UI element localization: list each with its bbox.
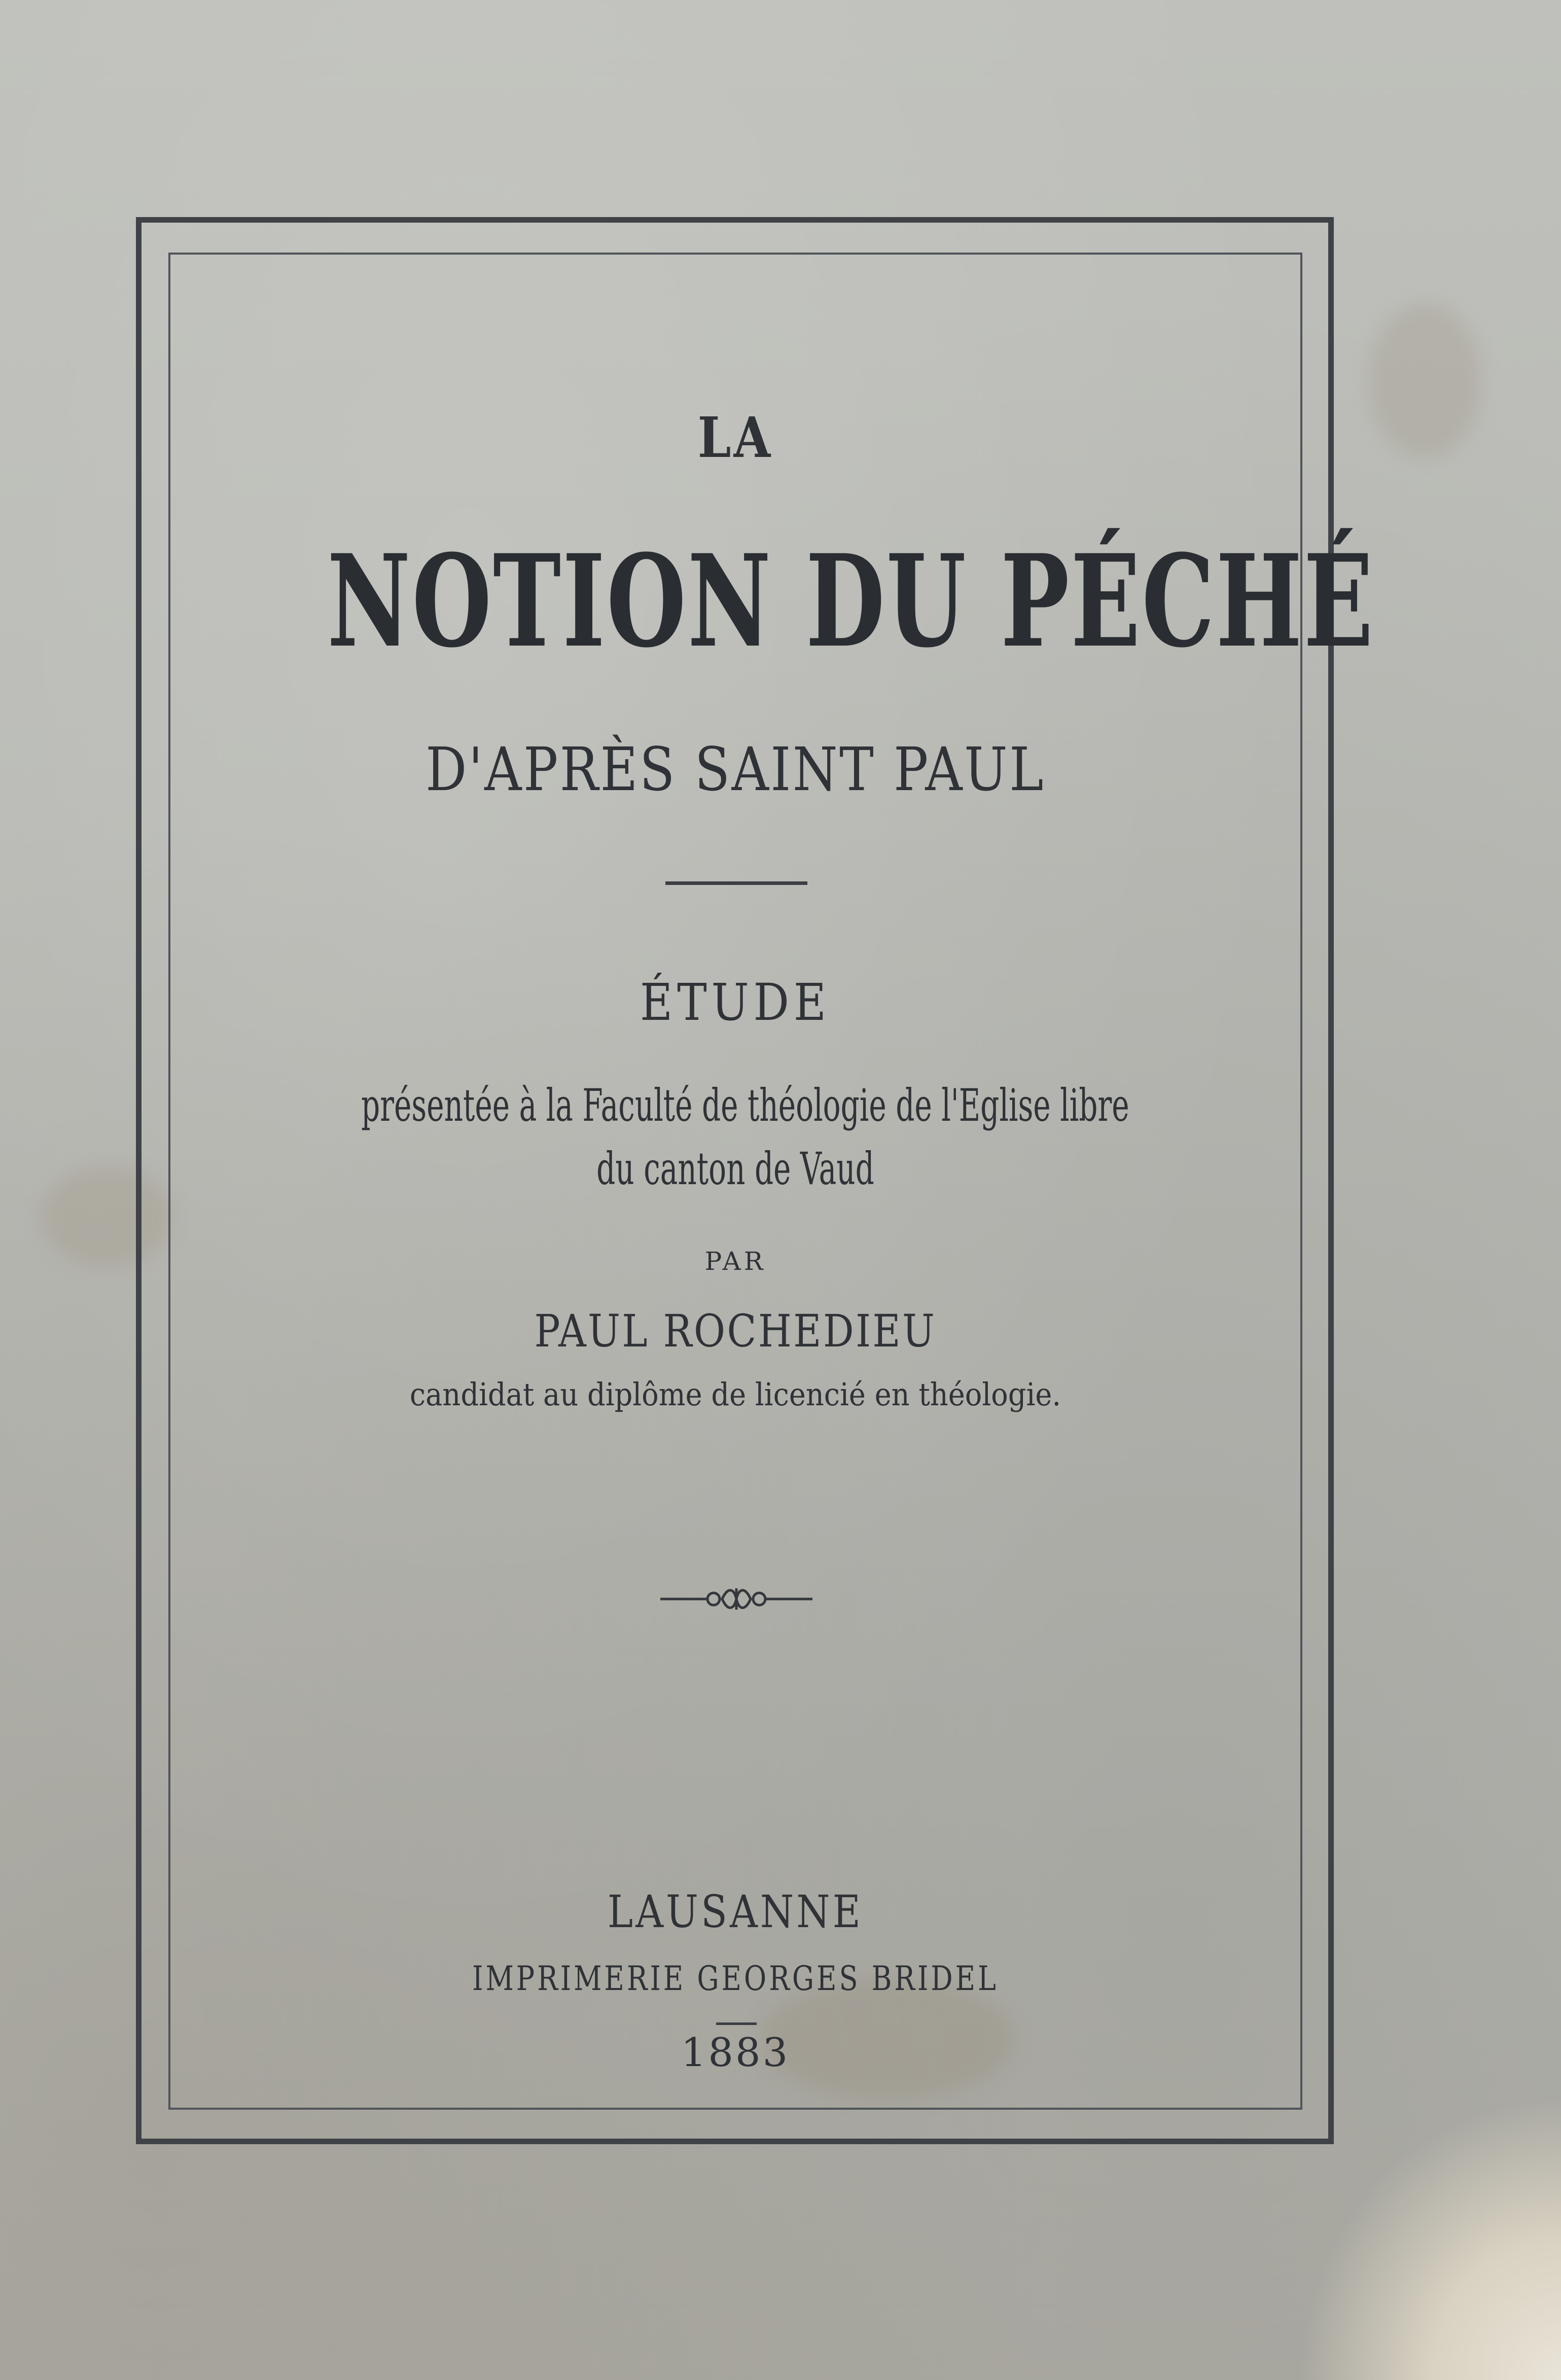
publication-year: 1883 [681, 2030, 790, 2076]
by-label: PAR [704, 1247, 766, 1276]
pre-title: LA [697, 405, 773, 470]
title-divider-rule [665, 881, 807, 885]
paper-stain [1369, 304, 1481, 456]
author-credential: candidat au diplôme de licencié en théologie. [409, 1376, 1061, 1413]
printer-name: IMPRIMERIE GEORGES BRIDEL [472, 1959, 999, 1998]
genre-label: ÉTUDE [640, 973, 831, 1032]
year-divider-rule [716, 2022, 757, 2025]
subtitle: D'APRÈS SAINT PAUL [425, 734, 1045, 804]
torn-corner [1297, 2096, 1561, 2380]
title-page-content [168, 253, 1375, 2110]
description-line-1: présentée à la Faculté de théologie de l'Eglise libre [361, 1079, 1129, 1131]
description-line-2: du canton de Vaud [596, 1143, 874, 1195]
fleuron-ornament-icon [660, 1581, 812, 1617]
main-title: NOTION DU PÉCHÉ [327, 526, 1375, 676]
publication-city: LAUSANNE [607, 1886, 864, 1938]
author-name: PAUL ROCHEDIEU [534, 1305, 937, 1357]
